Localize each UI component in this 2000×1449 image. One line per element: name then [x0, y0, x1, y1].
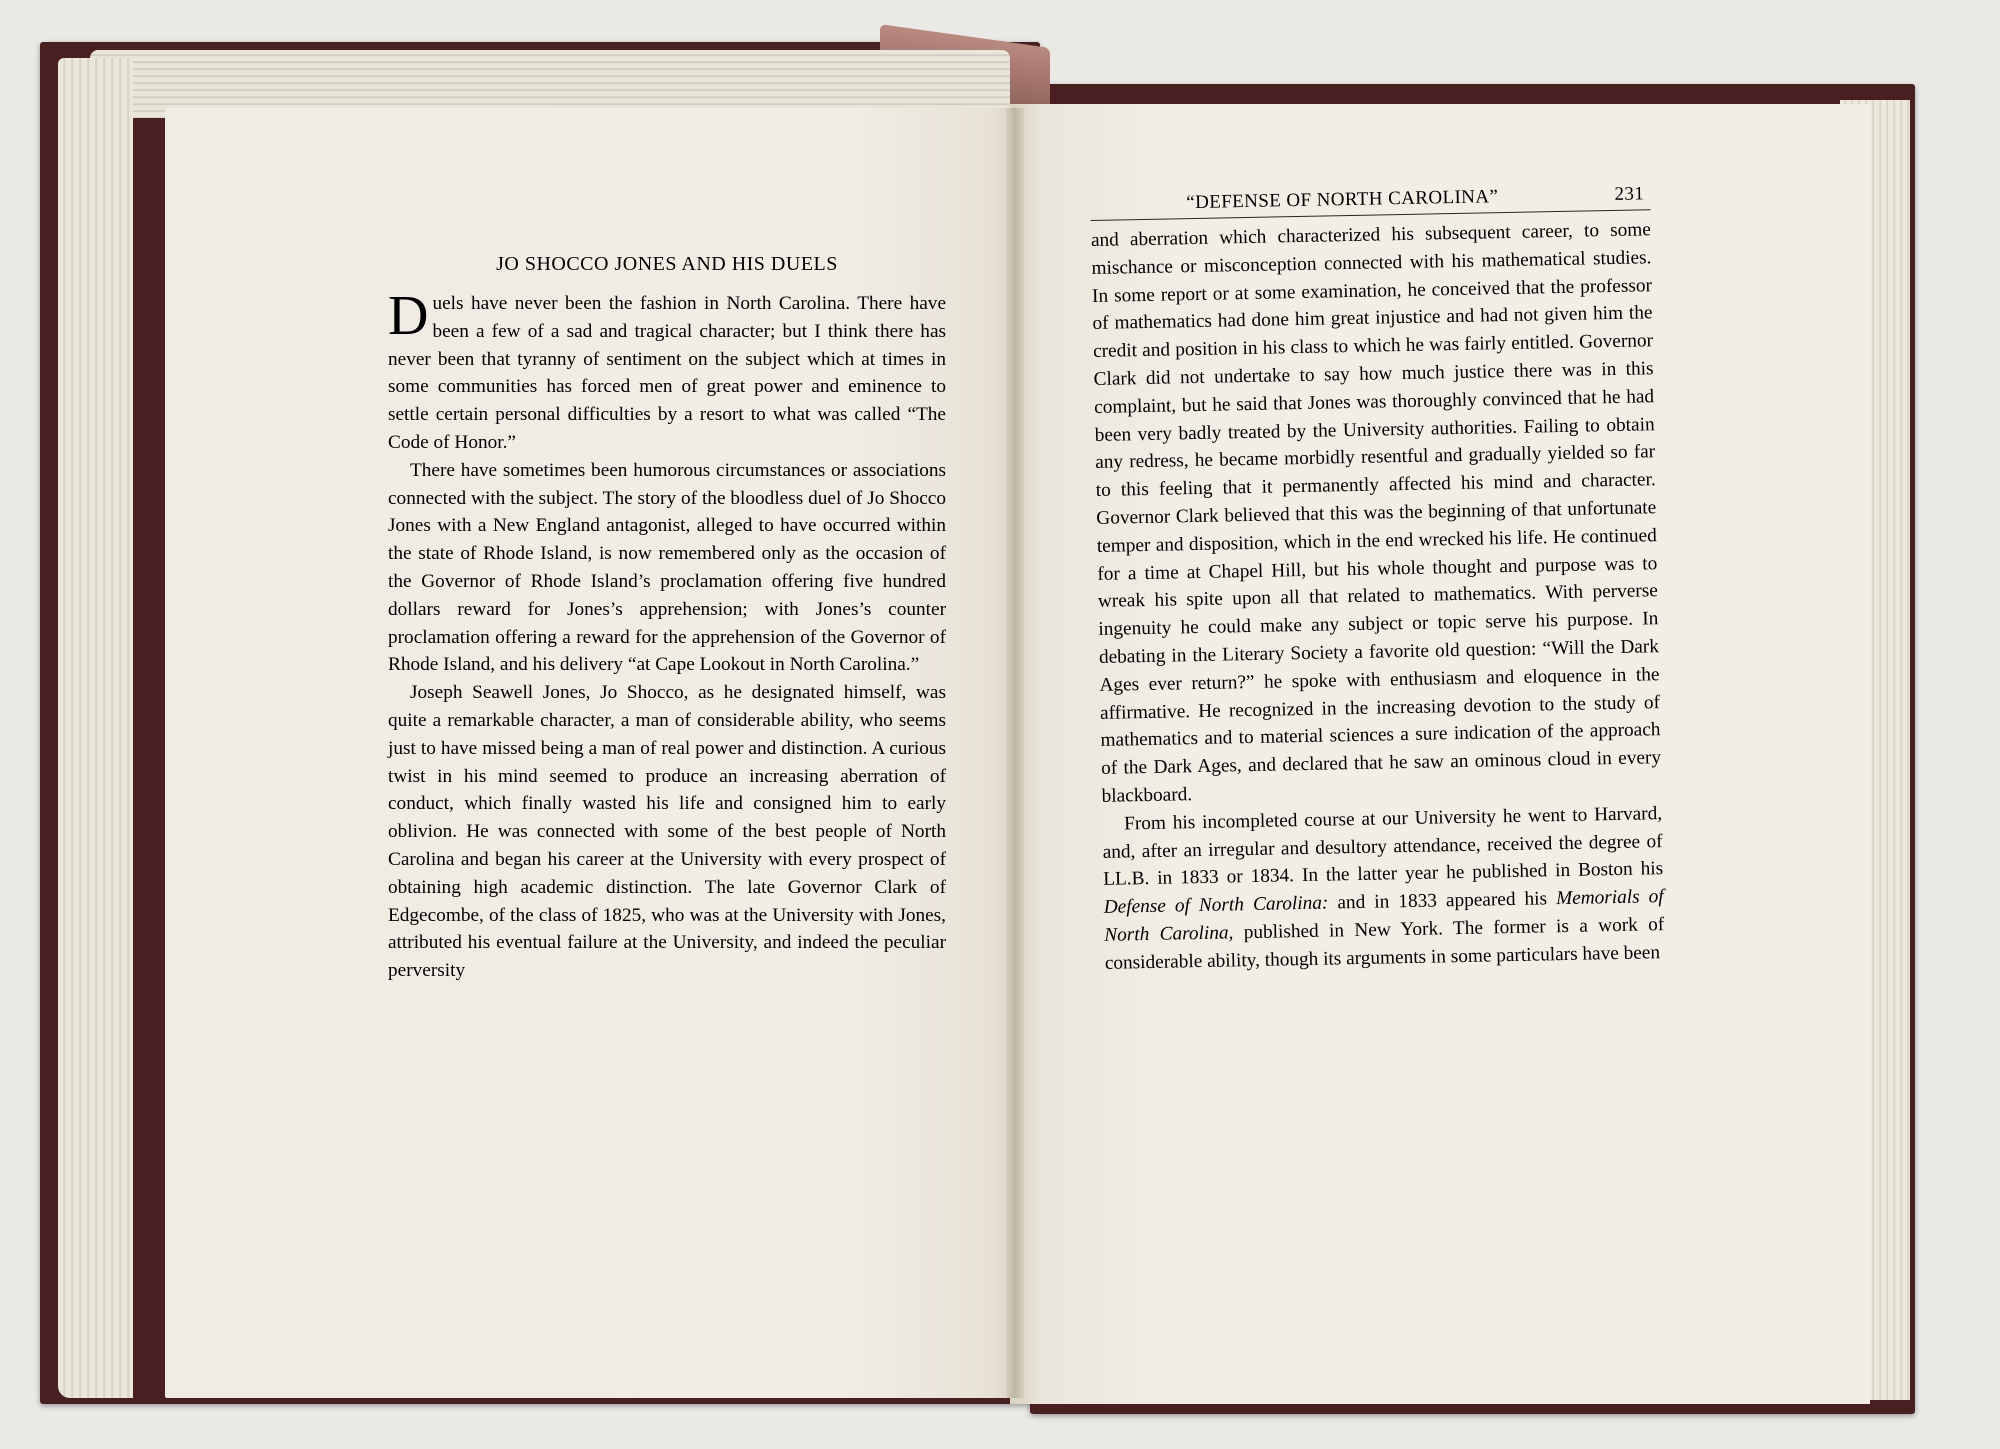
- page-side-edges: [58, 58, 133, 1398]
- paragraph-text: uels have never been the fashion in North Carolina. There have been a few of a sad and tragical character; but I think there has never been that tyranny of sentiment on the subject which at times in some communities has forced men of great power and eminence to settle certain personal difficulties by a resort to what was called “The Code of Honor.”: [388, 293, 946, 453]
- paragraph: [388, 285, 946, 457]
- paragraph: [1102, 800, 1665, 978]
- chapter-title: JO SHOCCO JONES AND HIS DUELS: [496, 253, 838, 275]
- page-number: 231: [1614, 183, 1645, 205]
- paragraph: There have sometimes been humorous circumstances or associations connected with the subject. The story of the bloodless duel of Jo Shocco Jones with a New England antagonist, alleged to have occurred within the state of Rhode Island, is now remembered only as the occasion of the Governor of Rhode Island’s proclamation offering five hundred dollars reward for Jones’s apprehension; with Jones’s counter proclamation offering a reward for the apprehension of the Governor of Rhode Island, and his delivery “at Cape Lookout in North Carolina.”: [388, 459, 946, 676]
- paragraph-text: From his incompleted course at our University he went to Harvard, and, after an irregular and desultory attendance, received the degree of LL.B. in 1833 or 1834. In the latter year he published in Boston his: [1102, 802, 1664, 891]
- right-page-content: [1090, 179, 1665, 977]
- paragraph: and aberration which characterized his subsequent career, to some mischance or misconception connected with his mathematical studies. In some report or at some examination, he conceived that the professor of mathematics had done him great injustice and had not given him the credit and position in his class to which he was fairly entitled. Governor Clark did not undertake to say how much justice there was in this complaint, but he said that Jones was thoroughly convinced that he had been very badly treated by the University authorities. Failing to obtain any redress, he became morbidly resentful and gradually yielded so far to this feeling that it permanently affected his mind and character. Governor Clark believed that this was the beginning of that unfortunate temper and disposition, which in the end wrecked his life. He continued for a time at Chapel Hill, but his whole thought and purpose was to wreak his spite upon all that related to mathematics. With perverse ingenuity he could make any subject or topic serve his purpose. In debating in the Literary Society a favorite old question: “Will the Dark Ages ever return?” he spoke with enthusiasm and eloquence in the affirmative. He recognized in the increasing devotion to the study of mathematics and to material sciences a sure indication of the approach of the Dark Ages, and declared that he saw an ominous cloud in every blackboard.: [1090, 219, 1662, 807]
- drop-cap: D: [388, 285, 429, 347]
- paragraph-text: and in 1833 appeared his: [1328, 888, 1557, 914]
- book-title-italic: Memorials of North Carolina,: [1104, 886, 1664, 946]
- book-title-italic: Defense of North Carolina:: [1103, 892, 1329, 918]
- right-page-text: [1091, 216, 1665, 977]
- left-page-text: [388, 285, 946, 985]
- paragraph-text: published in New York. The former is a work of considerable ability, though its arguments in some particulars have been: [1104, 914, 1665, 974]
- book-gutter: [1006, 108, 1024, 1398]
- paragraph: Joseph Seawell Jones, Jo Shocco, as he designated himself, was quite a remarkable character, a man of considerable ability, who seems just to have missed being a man of real power and distinction. A curious twist in his mind seemed to produce an increasing aberration of conduct, which finally wasted his life and consigned him to early oblivion. He was connected with some of the best people of North Carolina and began his career at the University with every prospect of obtaining high academic distinction. The late Governor Clark of Edgecombe, of the class of 1825, who was at the University with Jones, attributed his eventual failure at the University, and indeed the peculiar perversity: [388, 682, 946, 982]
- running-head-title: “DEFENSE OF NORTH CAROLINA”: [1186, 186, 1499, 214]
